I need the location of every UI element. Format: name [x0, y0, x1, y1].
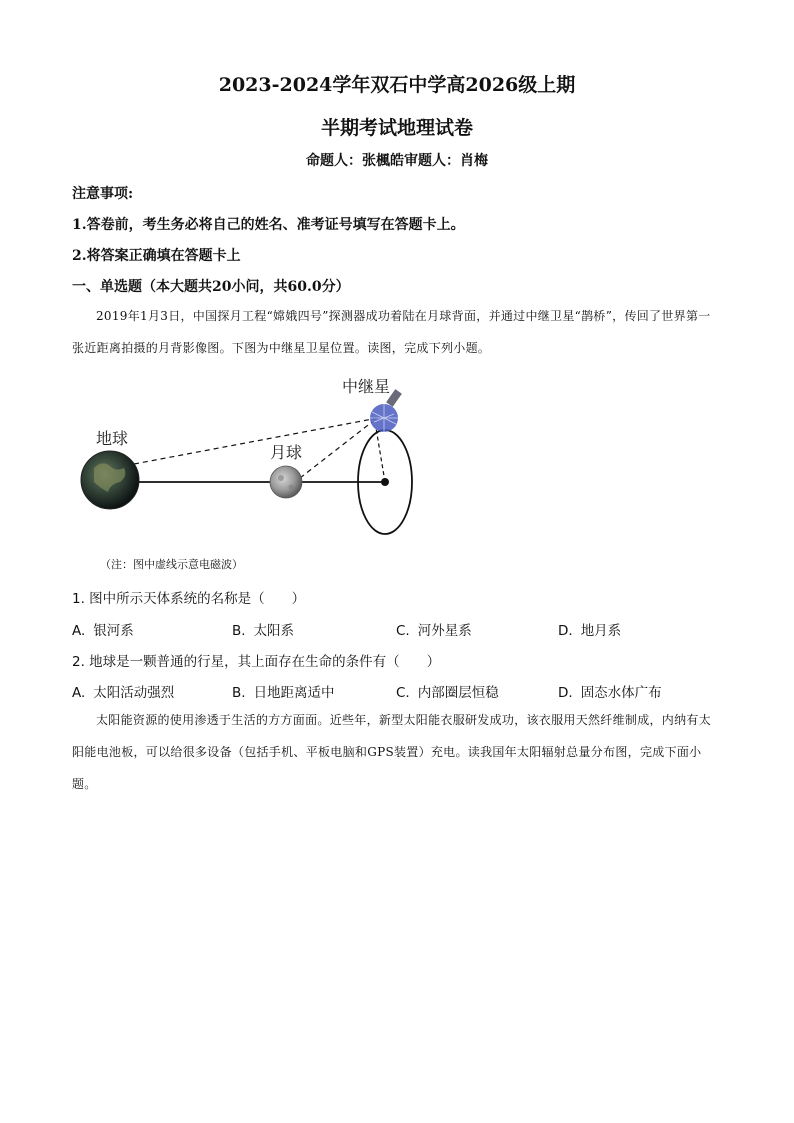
exam-title-line2: 半期考试地理试卷 — [320, 117, 473, 139]
option-text: 固态水体广布 — [580, 685, 662, 701]
question-2-stem: 2. 地球是一颗普通的行星，其上面存在生命的条件有（ ） — [72, 654, 441, 670]
option-b[interactable] — [232, 681, 335, 701]
earth-moon-relay-diagram — [72, 368, 432, 548]
moon-label: 月球 — [270, 443, 303, 462]
option-text: 银河系 — [93, 623, 134, 639]
earth-label: 地球 — [96, 429, 129, 448]
notice-item-1: 1.答卷前，考生务必将自己的姓名、准考证号填写在答题卡上。 — [72, 217, 465, 233]
moon-crater — [289, 485, 294, 490]
question-1-stem: 1. 图中所示天体系统的名称是（ ） — [72, 591, 306, 607]
option-text: 太阳活动强烈 — [93, 685, 175, 701]
option-label: A. — [72, 623, 86, 639]
relay-satellite-label: 中继星 — [342, 377, 391, 396]
option-a[interactable] — [72, 619, 134, 639]
figure-note: （注：图中虚线示意电磁波） — [100, 558, 243, 571]
signal-line-l2 — [376, 428, 385, 482]
option-text: 太阳系 — [253, 623, 295, 639]
moon-globe — [270, 466, 302, 498]
option-text: 地月系 — [580, 623, 622, 639]
signal-line-earth — [134, 418, 378, 464]
option-label: C. — [396, 685, 410, 701]
option-c[interactable] — [396, 619, 472, 639]
notice-heading: 注意事项: — [72, 186, 134, 202]
option-label: D. — [558, 685, 573, 701]
section-heading: 一、单选题（本大题共20小问，共60.0分） — [72, 279, 350, 295]
option-label: C. — [396, 623, 410, 639]
signal-line-moon — [300, 422, 372, 478]
option-label: B. — [232, 685, 246, 701]
option-b[interactable] — [232, 619, 294, 639]
option-text: 日地距离适中 — [253, 685, 335, 701]
option-label: A. — [72, 685, 86, 701]
option-a[interactable] — [72, 681, 174, 701]
option-text: 河外星系 — [417, 623, 472, 639]
moon-crater — [278, 475, 284, 481]
option-c[interactable] — [396, 681, 499, 701]
option-label: D. — [558, 623, 573, 639]
exam-title-line1: 2023-2024学年双石中学高2026级上期 — [218, 74, 576, 96]
passage-solar: 太阳能资源的使用渗透于生活的方方面面。近些年，新型太阳能衣服研发成功，该衣服用天然纤维制成，内纳有太阳能电池板，可以给很多设备（包括手机、平板电脑和GPS装置）充电。读我国年太阳辐射总量分布图，完成下面小题。 — [72, 713, 712, 791]
option-text: 内部圈层恒稳 — [417, 685, 499, 701]
notice-item-2: 2.将答案正确填在答题卡上 — [72, 248, 241, 264]
option-label: B. — [232, 623, 246, 639]
option-d[interactable] — [558, 681, 662, 701]
exam-authors: 命题人：张楓皓审题人：肖梅 — [306, 153, 488, 169]
passage-moon: 2019年1月3日，中国探月工程“嫦娥四号”探测器成功着陆在月球背面，并通过中继卫星“鹊桥”，传回了世界第一张近距离拍摄的月背影像图。下图为中继星卫星位置。读图，完成下列小题。 — [72, 309, 711, 355]
option-d[interactable] — [558, 619, 621, 639]
